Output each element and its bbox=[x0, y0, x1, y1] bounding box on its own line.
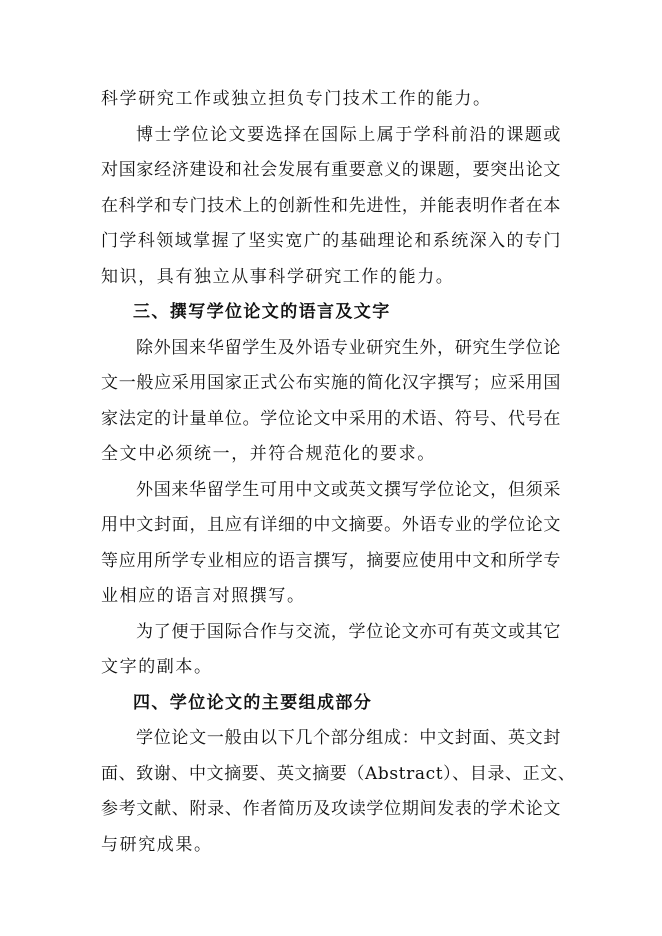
paragraph bbox=[101, 721, 576, 863]
text-line: 用中文封面，且应有详细的中文摘要。外语专业的学位论文 bbox=[101, 515, 561, 535]
paragraph bbox=[101, 473, 561, 615]
text-line: 门学科领域掌握了坚实宽广的基础理论和系统深入的专门 bbox=[101, 231, 561, 251]
section-heading bbox=[101, 686, 561, 722]
paragraph bbox=[101, 615, 561, 686]
section-heading bbox=[101, 295, 561, 331]
text-line: 在科学和专门技术上的创新性和先进性，并能表明作者在本 bbox=[101, 195, 561, 216]
text-line: 业相应的语言对照撰写。 bbox=[101, 586, 306, 606]
text-line: 对国家经济建设和社会发展有重要意义的课题，要突出论文 bbox=[101, 160, 561, 180]
text-line: 除外国来华留学生及外语专业研究生外，研究生学位论 bbox=[136, 337, 561, 358]
text-line: 知识，具有独立从事科学研究工作的能力。 bbox=[101, 266, 455, 287]
text-line: 文一般应采用国家正式公布实施的简化汉字撰写；应采用国 bbox=[101, 373, 561, 393]
paragraph bbox=[101, 82, 561, 118]
text-line: 文字的副本。 bbox=[101, 657, 213, 677]
text-line: 学位论文一般由以下几个部分组成：中文封面、英文封 bbox=[136, 728, 561, 748]
text-line: 三、撰写学位论文的语言及文字 bbox=[133, 302, 391, 322]
text-line: 等应用所学专业相应的语言撰写，摘要应使用中文和所学专 bbox=[101, 550, 561, 571]
paragraph bbox=[101, 331, 561, 473]
text-line: 四、学位论文的主要组成部分 bbox=[133, 692, 373, 713]
text-line: 科学研究工作或独立担负专门技术工作的能力。 bbox=[101, 89, 492, 109]
text-line: 与研究成果。 bbox=[101, 834, 213, 855]
text-line: 为了便于国际合作与交流，学位论文亦可有英文或其它 bbox=[136, 621, 561, 642]
document-page bbox=[101, 82, 576, 863]
text-line: 面、致谢、中文摘要、英文摘要（Abstract）、目录、正文、 bbox=[101, 763, 576, 784]
text-line: 参考文献、附录、作者简历及攻读学位期间发表的学术论文 bbox=[101, 799, 561, 819]
text-line: 全文中必须统一，并符合规范化的要求。 bbox=[101, 444, 436, 464]
text-line: 外国来华留学生可用中文或英文撰写学位论文，但须采 bbox=[136, 479, 561, 500]
text-line: 博士学位论文要选择在国际上属于学科前沿的课题或 bbox=[136, 124, 561, 145]
text-line: 家法定的计量单位。学位论文中采用的术语、符号、代号在 bbox=[101, 408, 561, 429]
paragraph bbox=[101, 118, 561, 296]
